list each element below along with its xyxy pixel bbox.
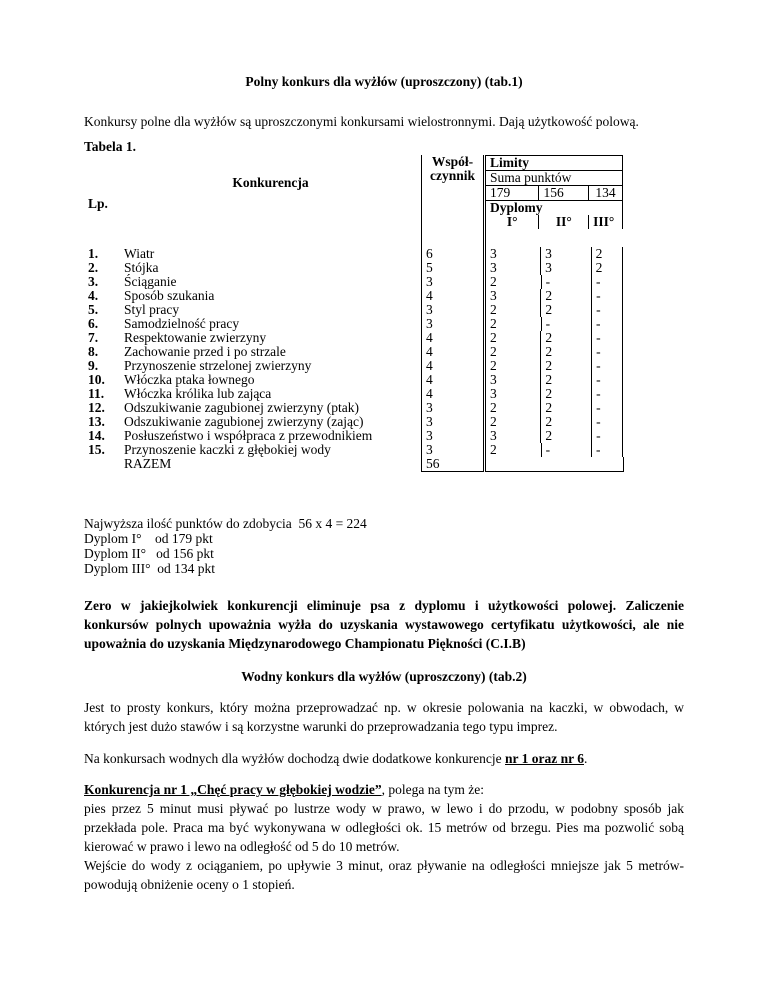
row-lp: 5. bbox=[88, 302, 99, 317]
row-dyplom-3: - bbox=[592, 345, 623, 359]
row-konkurencja: Przynoszenie strzelonej zwierzyny bbox=[124, 358, 312, 373]
row-konkurencja: Samodzielność pracy bbox=[124, 316, 240, 331]
row-lp: 11. bbox=[88, 386, 105, 401]
row-dyplom-3: - bbox=[592, 289, 623, 303]
total-lp-empty bbox=[84, 457, 120, 472]
row-dyplom-2: 2 bbox=[541, 289, 592, 303]
table-row bbox=[84, 345, 624, 359]
row-dyplom-1: 2 bbox=[486, 443, 541, 457]
row-lp: 9. bbox=[88, 358, 99, 373]
row-wspolczynnik: 4 bbox=[422, 289, 485, 303]
row-dyplom-2: 2 bbox=[541, 415, 592, 429]
row-wspolczynnik: 3 bbox=[422, 303, 485, 317]
table-row bbox=[84, 373, 624, 387]
row-lp: 14. bbox=[88, 428, 105, 443]
table-row bbox=[84, 289, 624, 303]
row-limity bbox=[485, 443, 624, 457]
row-lp: 3. bbox=[88, 274, 99, 289]
row-dyplom-3: - bbox=[592, 359, 623, 373]
row-dyplom-1: 2 bbox=[486, 401, 541, 415]
row-wspolczynnik: 6 bbox=[422, 247, 485, 261]
row-wspolczynnik: 3 bbox=[422, 429, 485, 443]
header-lp: Lp. bbox=[88, 195, 108, 211]
row-dyplom-3: 2 bbox=[591, 247, 622, 261]
table-row bbox=[84, 247, 624, 261]
row-dyplom-1: 2 bbox=[486, 359, 541, 373]
row-wspolczynnik: 3 bbox=[422, 415, 485, 429]
row-limity bbox=[485, 415, 624, 429]
row-dyplom-3: - bbox=[592, 373, 623, 387]
dyplom-level-1: I° bbox=[486, 215, 539, 229]
row-wspolczynnik: 3 bbox=[422, 317, 485, 331]
table-row bbox=[84, 303, 624, 317]
row-lp: 6. bbox=[88, 316, 99, 331]
table-row bbox=[84, 387, 624, 401]
row-konkurencja: Odszukiwanie zagubionej zwierzyny (zając) bbox=[124, 414, 364, 429]
row-dyplom-2: 2 bbox=[541, 429, 592, 443]
row-dyplom-3: - bbox=[592, 401, 623, 415]
competition-table bbox=[84, 155, 624, 472]
dyplomy-label: Dyplomy bbox=[486, 201, 623, 216]
max-points-line: Najwyższa ilość punktów do zdobycia 56 x 4 = 224 bbox=[84, 516, 367, 531]
table-row bbox=[84, 317, 624, 331]
row-dyplom-2: - bbox=[541, 275, 591, 289]
dyplom-level-3: III° bbox=[589, 215, 623, 229]
row-dyplom-3: - bbox=[592, 275, 623, 289]
row-limity bbox=[485, 429, 624, 443]
competition-1-penalty: Wejście do wody z ociąganiem, po upływie 3 minut, oraz pływanie na odległości mniejsze jak 5 metrów- powodują obniżenie oceny o 1 stopień. bbox=[84, 858, 684, 892]
row-dyplom-2: - bbox=[541, 317, 591, 331]
row-konkurencja: Posłuszeństwo i współpraca z przewodnikiem bbox=[124, 428, 373, 443]
row-limity bbox=[485, 303, 624, 317]
row-limity bbox=[485, 345, 624, 359]
row-konkurencja: Styl pracy bbox=[124, 302, 180, 317]
row-dyplom-1: 3 bbox=[486, 429, 541, 443]
suma-label: Suma punktów bbox=[486, 171, 623, 186]
row-dyplom-2: 2 bbox=[541, 373, 592, 387]
row-lp: 15. bbox=[88, 442, 105, 457]
header-wspolczynnik bbox=[422, 155, 485, 247]
row-lp: 8. bbox=[88, 344, 99, 359]
row-konkurencja: Włóczka królika lub zająca bbox=[124, 386, 272, 401]
sum-dyplom-1: 179 bbox=[486, 186, 539, 201]
competition-numbers: nr 1 oraz nr 6 bbox=[505, 751, 584, 766]
row-dyplom-1: 3 bbox=[486, 247, 541, 261]
header-wsp-line1: Współ- bbox=[431, 154, 474, 169]
row-dyplom-1: 3 bbox=[486, 373, 541, 387]
row-dyplom-3: 2 bbox=[591, 261, 622, 275]
row-wspolczynnik: 5 bbox=[422, 261, 485, 275]
header-wsp-line2: czynnik bbox=[429, 168, 475, 183]
row-limity bbox=[485, 331, 624, 345]
row-dyplom-1: 2 bbox=[486, 303, 541, 317]
table-row bbox=[84, 401, 624, 415]
row-limity bbox=[485, 317, 624, 331]
table-row bbox=[84, 261, 624, 275]
row-lp: 2. bbox=[88, 260, 99, 275]
dyplom-2-line: Dyplom II° od 156 pkt bbox=[84, 546, 214, 561]
row-konkurencja: Odszukiwanie zagubionej zwierzyny (ptak) bbox=[124, 400, 360, 415]
page-title: Polny konkurs dla wyżłów (uproszczony) (tab.1) bbox=[245, 74, 523, 89]
row-limity bbox=[485, 289, 624, 303]
row-limity bbox=[485, 359, 624, 373]
row-dyplom-1: 3 bbox=[486, 387, 541, 401]
period: . bbox=[584, 751, 588, 766]
row-dyplom-2: 2 bbox=[541, 345, 592, 359]
row-dyplom-2: 2 bbox=[541, 359, 592, 373]
header-limity bbox=[485, 155, 624, 247]
dyplom-3-line: Dyplom III° od 134 pkt bbox=[84, 561, 216, 576]
row-limity bbox=[485, 275, 624, 289]
dyplom-1-line: Dyplom I° od 179 pkt bbox=[84, 531, 213, 546]
row-konkurencja: Wiatr bbox=[124, 246, 155, 261]
row-dyplom-2: 3 bbox=[541, 261, 592, 275]
row-dyplom-2: 2 bbox=[541, 387, 592, 401]
row-dyplom-3: - bbox=[592, 331, 623, 345]
row-limity bbox=[485, 247, 624, 261]
row-dyplom-2: 3 bbox=[541, 247, 592, 261]
row-wspolczynnik: 4 bbox=[422, 345, 485, 359]
row-wspolczynnik: 4 bbox=[422, 387, 485, 401]
table-row bbox=[84, 443, 624, 457]
row-lp: 10. bbox=[88, 372, 105, 387]
row-dyplom-2: 2 bbox=[541, 331, 592, 345]
row-wspolczynnik: 4 bbox=[422, 331, 485, 345]
total-label: RAZEM bbox=[124, 456, 172, 471]
table-label: Tabela 1. bbox=[84, 139, 137, 154]
table-row bbox=[84, 275, 624, 289]
table-row bbox=[84, 331, 624, 345]
row-wspolczynnik: 3 bbox=[422, 275, 485, 289]
row-dyplom-2: 2 bbox=[541, 303, 592, 317]
row-wspolczynnik: 4 bbox=[422, 359, 485, 373]
row-dyplom-2: 2 bbox=[541, 401, 592, 415]
row-lp: 1. bbox=[88, 246, 99, 261]
water-intro-paragraph: Jest to prosty konkurs, który można przeprowadzać np. w okresie polowania na kaczki, w obwodach, w których jest dużo stawów i są korzystne warunki do przeprowadzania tego typu imprez. bbox=[84, 700, 684, 734]
row-dyplom-3: - bbox=[592, 317, 623, 331]
row-dyplom-1: 3 bbox=[486, 261, 541, 275]
row-konkurencja: Włóczka ptaka łownego bbox=[124, 372, 255, 387]
total-limity bbox=[485, 457, 624, 472]
row-limity bbox=[485, 261, 624, 275]
row-wspolczynnik: 3 bbox=[422, 443, 485, 457]
row-dyplom-3: - bbox=[592, 303, 623, 317]
row-dyplom-1: 3 bbox=[486, 289, 541, 303]
row-wspolczynnik: 3 bbox=[422, 401, 485, 415]
sum-dyplom-3: 134 bbox=[589, 186, 623, 201]
row-dyplom-1: 2 bbox=[486, 317, 541, 331]
row-konkurencja: Ściąganie bbox=[124, 274, 177, 289]
row-dyplom-3: - bbox=[592, 443, 623, 457]
row-konkurencja: Stójka bbox=[124, 260, 159, 275]
row-dyplom-3: - bbox=[592, 415, 623, 429]
row-dyplom-3: - bbox=[592, 387, 623, 401]
additional-competitions-paragraph bbox=[84, 749, 684, 768]
competition-1-description: pies przez 5 minut musi pływać po lustrze wody w prawo, w lewo i do przodu, w podobny sposób jak przekłada pole. Praca ma być wykonywana w odległości ok. 15 metrów od brzegu. Pies ma pozwolić sobą kierować w prawo i lewo na odległość od 5 do 10 metrów. bbox=[84, 801, 684, 854]
table-row bbox=[84, 359, 624, 373]
competition-1-section bbox=[84, 780, 684, 894]
row-konkurencja: Sposób szukania bbox=[124, 288, 215, 303]
row-konkurencja: Respektowanie zwierzyny bbox=[124, 330, 267, 345]
total-wspolczynnik: 56 bbox=[422, 457, 485, 472]
row-limity bbox=[485, 387, 624, 401]
points-summary bbox=[84, 516, 367, 576]
header-konkurencja: Konkurencja bbox=[232, 175, 309, 190]
row-dyplom-1: 2 bbox=[486, 331, 541, 345]
competition-1-heading: Konkurencja nr 1 „Chęć pracy w głębokiej wodzie” bbox=[84, 782, 382, 797]
row-dyplom-1: 2 bbox=[486, 415, 541, 429]
row-lp: 4. bbox=[88, 288, 99, 303]
row-dyplom-1: 2 bbox=[486, 275, 541, 289]
table-row bbox=[84, 415, 624, 429]
additional-text: Na konkursach wodnych dla wyżłów dochodzą dwie dodatkowe konkurencje bbox=[84, 751, 505, 766]
competition-1-tail: , polega na tym że: bbox=[381, 782, 484, 797]
elimination-note: Zero w jakiejkolwiek konkurencji eliminuje psa z dyplomu i użytkowości polowej. Zaliczenie konkursów polnych upoważnia wyżła do uzyskania wystawowego certyfikatu użytkowości, ale nie upoważnia do uzyskania Międzynarodowego Championatu Piękności (C.I.B) bbox=[84, 598, 684, 651]
row-wspolczynnik: 4 bbox=[422, 373, 485, 387]
row-konkurencja: Przynoszenie kaczki z głębokiej wody bbox=[124, 442, 331, 457]
table-total-row bbox=[84, 457, 624, 472]
row-dyplom-2: - bbox=[541, 443, 591, 457]
limity-label: Limity bbox=[486, 156, 623, 171]
sum-dyplom-2: 156 bbox=[539, 186, 589, 201]
row-lp: 12. bbox=[88, 400, 105, 415]
row-konkurencja: Zachowanie przed i po strzale bbox=[124, 344, 286, 359]
row-dyplom-1: 2 bbox=[486, 345, 541, 359]
row-lp: 7. bbox=[88, 330, 99, 345]
dyplom-level-2: II° bbox=[539, 215, 589, 229]
section-title-water: Wodny konkurs dla wyżłów (uproszczony) (tab.2) bbox=[241, 669, 527, 684]
intro-paragraph: Konkursy polne dla wyżłów są uproszczonymi konkursami wielostronnymi. Dają użytkowość polową. bbox=[84, 114, 639, 129]
row-lp: 13. bbox=[88, 414, 105, 429]
row-dyplom-3: - bbox=[592, 429, 623, 443]
row-limity bbox=[485, 401, 624, 415]
row-limity bbox=[485, 373, 624, 387]
table-row bbox=[84, 429, 624, 443]
